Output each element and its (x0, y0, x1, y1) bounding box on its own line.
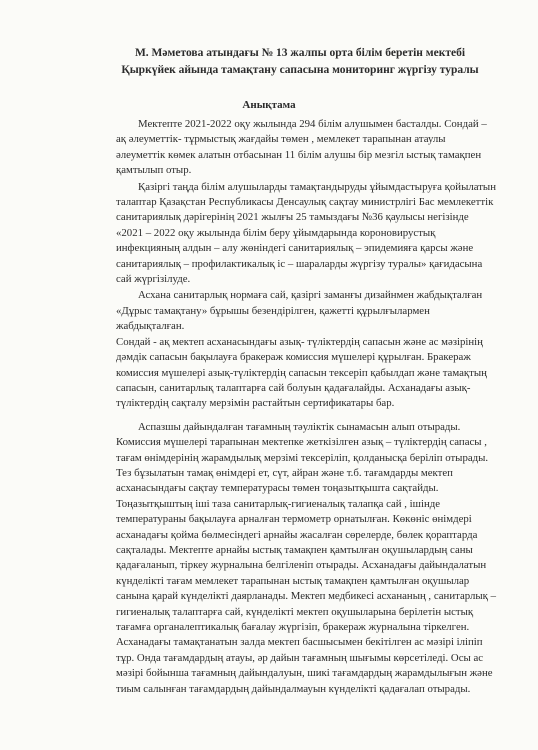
paragraph-requirements: Қазіргі таңда білім алушыларды тамақтандыруды ұйымдастыруға қойылатын талаптар Қазақстан Республикасы Денсаулық сақтау министрлігі Бас мемлекеттік санитариялық дәрігерінің 2021 жылғы 25 тамыздағы №36 қаулысы негізінде «2021 – 2022 оқу жылында білім беру ұйымдарында короновирустық инфекцияның алдын – алу жөніндегі санитариялық – эпидемияға қарсы және санитариялық – профилактикалық іс – шараларды жүргізу туралы» қағидасына сай жүргізілуде. (116, 180, 496, 286)
paragraph-canteen: Асхана санитарлық нормаға сай, қазіргі заманғы дизайнмен жабдықталған «Дұрыс тамақтану» бұрышы безендірілген, қажетті құрылғылармен жабдықталған. (116, 289, 483, 333)
document-title (90, 45, 510, 79)
paragraph-commission: Сондай - ақ мектеп асханасындағы азық- түліктердің сапасын және ас мәзірінің дәмдік сапасын бақылауға бракераж комиссия мүшелері құрылған. Бракераж комиссия мүшелері азық-түліктердің сапасын тексеріп қабылдап және тамақтың сапасын, санитарлық талаптарға сай болуын қадағалайды. Асханадағы азық-түліктердің сақталу мерзімін растайтын сертификатары бар. (116, 335, 487, 410)
paragraph-cook: Аспазшы дайындалған тағамның тәуліктік сынамасын алып отырады. Комиссия мүшелері тарапынан мектепке жеткізілген азық – түліктердің сапасы , тағам өнімдерінің жарамдылық мерзімі тексеріліп, қолданысқа беріліп отырады. Тез бұзылатын тамақ өнімдері ет, сүт, айран және т.б. тағамдарды мектеп асханасындағы сақтау температурасы төмен тоңазытқышта сақтайды. Тоңазытқыштың іші таза санитарлық-гигиеналық талапқа сай , ішінде температураны бақылауға арналған термометр орнатылған. Көкөніс өнімдері асханадағы қойма бөлмесіндегі арнайы жасалған сөрелерде, бөлек қораптарда сақталады. Мектепте арнайы ыстық тамақпен қамтылған оқушылардың саны қадағаланып, тіркеу журналына белгіленіп отырады. Асханадағы дайындалатын күнделікті тағам мемлекет тарапынан ыстық тамақпен қамтылған оқушылар санына қарай күнделікті даярланады. Мектеп медбикесі асхананың , санитарлық –гигиеналық талаптарға сай, күнделікті мектеп оқушыларына берілетін ыстық тағамға органалептикалық бағалау жүргізіп, бракераж журналына тіркелген. (116, 420, 496, 633)
title-line-2: Қыркүйек айында тамақтану сапасына мониторинг жүргізу туралы (121, 64, 479, 76)
document-body (116, 117, 496, 697)
paragraph-intro: Мектепте 2021-2022 оқу жылында 294 білім алушымен басталды. Сондай –ақ әлеуметтік- тұрмыстық жағдайы төмен , мемлекет тарапынан атаулы әлеуметтік көмек алатын отбасынан 11 білім алушы бір мезгіл ыстық тамақпен қамтылып отыр. (116, 118, 487, 177)
paragraph-menu: Асханадағы тамақтанатын залда мектеп басшысымен бекітілген ас мәзірі іліпіп тұр. Онда тағамдардың атауы, әр дайын тағамның шығымы көрсетіледі. Осы ас мәзірі бойынша тағамның дайындалуын, шикі тағамдардың жарамдылығын және тиым салынған тағамдардың дайындалмауын күнделікті қадағалап отырады. (116, 636, 493, 695)
section-heading: Анықтама (242, 99, 296, 111)
title-line-1: М. Мәметова атындағы № 13 жалпы орта білім беретін мектебі (134, 47, 466, 59)
